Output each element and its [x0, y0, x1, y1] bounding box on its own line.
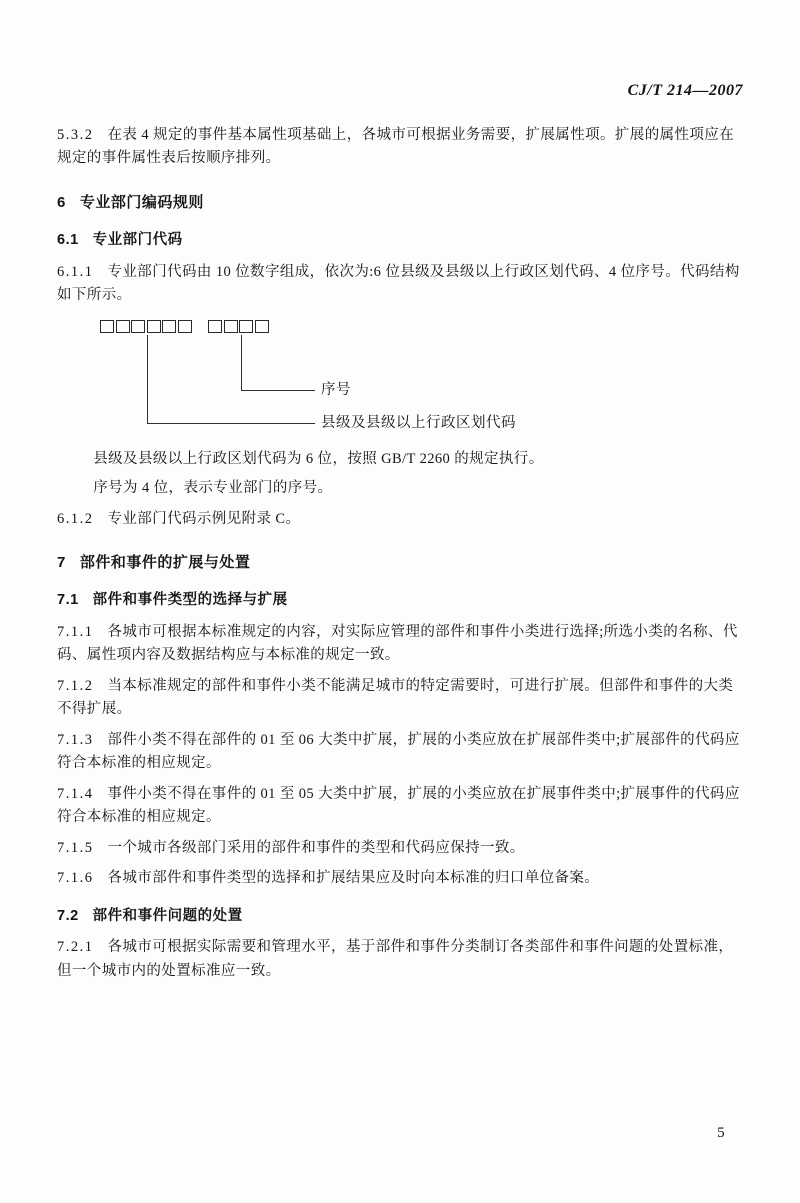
serial-connector-vertical [241, 335, 242, 391]
subsection-title: 部件和事件问题的处置 [92, 907, 243, 924]
clause-7-1-2 [57, 675, 745, 722]
section-heading-7 [57, 551, 745, 575]
digit-box [131, 320, 145, 333]
clause-text: 各城市可根据实际需要和管理水平，基于部件和事件分类制订各类部件和事件问题的处置标准，但一个城市内的处置标准应一致。 [57, 939, 734, 979]
section-number: 7 [57, 554, 66, 572]
digit-box [255, 320, 269, 333]
clause-number: 5.3.2 [57, 126, 94, 143]
section-title: 专业部门编码规则 [79, 193, 204, 211]
clause-6-1-1 [57, 261, 745, 308]
clause-text: 当本标准规定的部件和事件小类不能满足城市的特定需要时，可进行扩展。但部件和事件的大类不得扩展。 [57, 677, 734, 718]
section-heading-6 [57, 191, 745, 215]
region-connector-horizontal [147, 423, 315, 424]
digit-box [224, 320, 238, 333]
subsection-number: 7.1 [57, 592, 79, 609]
clause-number: 7.1.2 [57, 677, 94, 694]
clause-text: 一个城市各级部门采用的部件和事件的类型和代码应保持一致。 [107, 839, 525, 856]
clause-number: 7.1.3 [57, 731, 94, 748]
subsection-heading-6-1 [57, 229, 745, 252]
serial-connector-horizontal [241, 390, 315, 391]
clause-7-1-5 [57, 837, 745, 860]
clause-number: 7.1.5 [57, 839, 94, 856]
clause-6-1-2 [57, 508, 745, 531]
clause-text: 部件小类不得在部件的 01 至 06 大类中扩展，扩展的小类应放在扩展部件类中;扩展部件的代码应符合本标准的相应规定。 [57, 731, 740, 772]
clause-5-3-2 [57, 124, 745, 171]
digit-box [178, 320, 192, 333]
subsection-heading-7-1 [57, 589, 745, 612]
subsection-title: 专业部门代码 [92, 232, 183, 249]
section-title: 部件和事件的扩展与处置 [79, 554, 251, 572]
clause-text: 各城市部件和事件类型的选择和扩展结果应及时向本标准的归口单位备案。 [107, 870, 600, 887]
subsection-number: 6.1 [57, 232, 79, 249]
clause-number: 6.1.2 [57, 510, 94, 527]
clause-text: 各城市可根据本标准规定的内容，对实际应管理的部件和事件小类进行选择;所选小类的名称、代码、属性项内容及数据结构应与本标准的规定一致。 [57, 623, 738, 664]
digit-box [239, 320, 253, 333]
clause-number: 7.1.4 [57, 785, 94, 802]
digit-box [208, 320, 222, 333]
region-label: 县级及县级以上行政区划代码 [321, 414, 516, 431]
doc-number: CJ/T 214—2007 [627, 82, 743, 99]
clause-number: 6.1.1 [57, 263, 94, 280]
code-structure-diagram [57, 320, 745, 442]
digit-box [147, 320, 161, 333]
clause-7-1-6 [57, 867, 745, 890]
clause-number: 7.1.1 [57, 623, 94, 640]
page-number: 5 [717, 1124, 725, 1141]
clause-7-1-3 [57, 729, 745, 776]
note-serial-number: 序号为 4 位，表示专业部门的序号。 [93, 480, 333, 497]
clause-7-1-1 [57, 621, 745, 668]
digit-box [100, 320, 114, 333]
clause-text: 专业部门代码由 10 位数字组成，依次为:6 位县级及县级以上行政区划代码、4 位序号。代码结构如下所示。 [57, 263, 740, 304]
subsection-number: 7.2 [57, 907, 79, 924]
clause-7-2-1 [57, 936, 745, 983]
serial-code-boxes [208, 320, 270, 333]
section-number: 6 [57, 193, 66, 211]
clause-7-1-4 [57, 783, 745, 830]
subsection-heading-7-2 [57, 905, 745, 928]
digit-box [162, 320, 176, 333]
region-connector-vertical [147, 335, 148, 424]
clause-number: 7.2.1 [57, 939, 94, 956]
clause-text: 事件小类不得在事件的 01 至 05 大类中扩展，扩展的小类应放在扩展事件类中;扩展事件的代码应符合本标准的相应规定。 [57, 785, 740, 826]
subsection-title: 部件和事件类型的选择与扩展 [92, 592, 288, 609]
clause-text: 在表 4 规定的事件基本属性项基础上，各城市可根据业务需要，扩展属性项。扩展的属性项应在规定的事件属性表后按顺序排列。 [57, 126, 735, 167]
digit-box-row [100, 320, 270, 333]
clause-number: 7.1.6 [57, 870, 94, 887]
digit-box [116, 320, 130, 333]
clause-text: 专业部门代码示例见附录 C。 [107, 510, 301, 527]
region-code-boxes [100, 320, 193, 333]
note-region-code: 县级及县级以上行政区划代码为 6 位，按照 GB/T 2260 的规定执行。 [93, 450, 544, 467]
serial-label: 序号 [321, 381, 351, 398]
